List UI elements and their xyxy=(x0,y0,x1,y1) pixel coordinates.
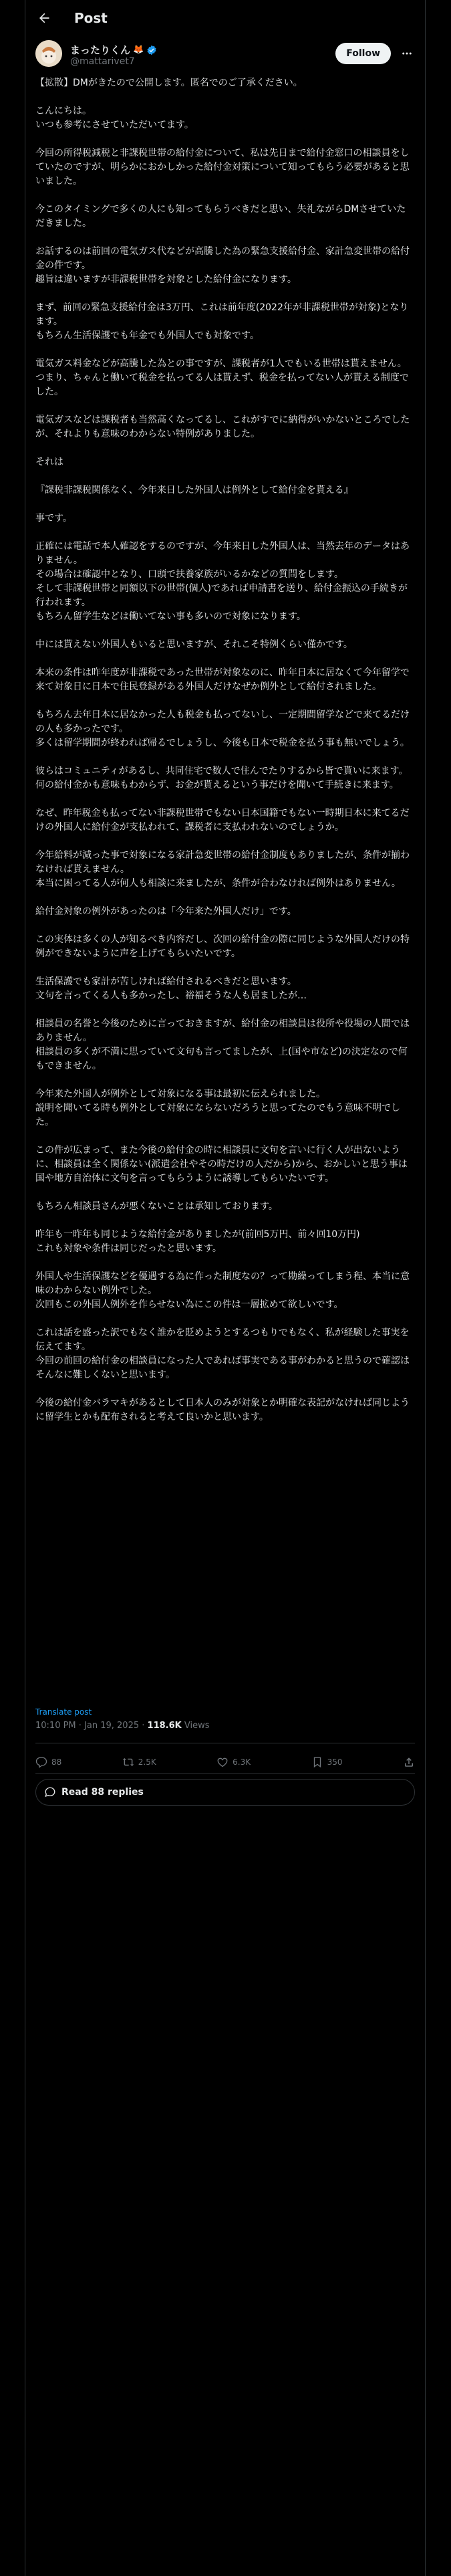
post-paragraph: 事です。 xyxy=(35,513,72,524)
post-paragraph: 生活保護でも家計が苦しければ給付されるべきだと思います。 文句を言ってくる人も多かったし、裕福そうな人も居ましたが… xyxy=(35,976,307,1001)
like-button[interactable] xyxy=(216,1756,251,1768)
post-paragraph: もちろん相談員さんが悪くないことは承知しております。 xyxy=(35,1201,278,1212)
post-paragraph: それは xyxy=(35,457,63,467)
post-date[interactable]: Jan 19, 2025 xyxy=(84,1721,140,1731)
read-replies-label: Read 88 replies xyxy=(61,1787,144,1798)
author-name[interactable]: まったりくん xyxy=(70,44,131,56)
chat-bubble-icon xyxy=(44,1786,56,1798)
bookmark-icon xyxy=(311,1756,323,1768)
post-paragraph: 電気ガスなどは課税者も当然高くなってるし、これがすでに納得がいかないところでしたが、それよりも意味のわからない特例がありました。 xyxy=(35,415,410,439)
post-paragraph: この件が広まって、また今後の給付金の時に相談員に文句を言いに行く人が出ないように、相談員は全く関係ない(派遣会社やその時だけの人だから)から、おかしいと思う事は国や地方自治体に文句を言ってもらうように誘導してもらいたいです。 xyxy=(35,1145,408,1184)
post-actions xyxy=(35,1754,415,1770)
repost-count: 2.5K xyxy=(138,1757,156,1767)
avatar[interactable] xyxy=(35,40,62,67)
post-paragraph: 昨年も一昨年も同じような給付金がありましたが(前回5万円、前々回10万円) これも対象や条件は同じだったと思います。 xyxy=(35,1229,360,1254)
post-paragraph: 【拡散】DMがきたので公開します。匿名でのご了承ください。 xyxy=(35,78,303,88)
heart-icon xyxy=(216,1756,229,1768)
reply-icon xyxy=(35,1756,47,1768)
post-author xyxy=(35,40,415,71)
page-title: Post xyxy=(74,9,108,26)
author-emoji: 🦊 xyxy=(133,45,144,55)
post-paragraph: 給付金対象の例外があったのは「今年来た外国人だけ」です。 xyxy=(35,906,297,917)
share-button[interactable] xyxy=(403,1756,415,1768)
post-paragraph: なぜ、昨年税金も払ってない非課税世帯でもない日本国籍でもない一時期日本に来てるだけの外国人に給付金が支払われて、課税者に支払われないのでしょうか。 xyxy=(35,808,410,833)
post-paragraph: もちろん去年日本に居なかった人も税金も払ってないし、一定期間留学などで来てるだけの人も多かったです。 多くは留学期間が終われば帰るでしょうし、今後も日本で税金を払う事も無いでしょう。 xyxy=(35,710,410,748)
reply-count: 88 xyxy=(51,1757,62,1767)
post-paragraph: 彼らはコミュニティがあるし、共同住宅で数人で住んでたりするから皆で貰いに来ます。 何の給付金かも意味もわからず、お金が貰えるという事だけを聞いて手続きに来ます。 xyxy=(35,766,408,790)
views-count: 118.6K xyxy=(147,1721,182,1731)
repost-button[interactable] xyxy=(122,1756,156,1768)
post-paragraph: 『課税非課税関係なく、今年来日した外国人は例外として給付金を貰える』 xyxy=(35,485,353,496)
post-paragraph: 本来の条件は昨年度が非課税であった世帯が対象なのに、昨年日本に居なくて今年留学で来て対象日に日本で住民登録がある外国人だけなぜか例外として給付されました。 xyxy=(35,667,410,692)
post-paragraph: まず、前回の緊急支援給付金は3万円、これは前年度(2022年が非課税世帯が対象)となります。 もちろん生活保護でも年金でも外国人でも対象です。 xyxy=(35,302,409,341)
bookmark-count: 350 xyxy=(327,1757,343,1767)
post-paragraph: 中には貰えない外国人もいると思いますが、それこそ特例くらい僅かです。 xyxy=(35,639,353,650)
post-header xyxy=(25,0,426,35)
like-count: 6.3K xyxy=(233,1757,251,1767)
post-paragraph: 今年給料が減った事で対象になる家計急変世帯の給付金制度もありましたが、条件が揃わなければ貰えません。 本当に困ってる人が何人も相談に来ましたが、条件が合わなければ例外はありません。 xyxy=(35,850,410,889)
more-options-button[interactable] xyxy=(399,45,415,62)
post-paragraph: こんにちは。 いつも参考にさせていただいてます。 xyxy=(35,106,194,130)
verified-badge-icon xyxy=(146,45,157,56)
post-paragraph: 正確には電話で本人確認をするのですが、今年来日した外国人は、当然去年のデータはありません。 その場合は確認中となり、口頭で扶養家族がいるかなどの質問をします。 そして非課税世帯と同額以下の世帯(個人)であれば申請書を送り、給付金振込の手続きが行われます。 もちろん留学生などは働いてない事も多いので対象になります。 xyxy=(35,541,410,622)
views-label: Views xyxy=(184,1721,210,1731)
post-meta: 10:10 PM · Jan 19, 2025 · 118.6K Views xyxy=(35,1721,210,1731)
bookmark-button[interactable] xyxy=(311,1756,343,1768)
post-paragraph: お話するのは前回の電気ガス代などが高騰した為の緊急支援給付金、家計急変世帯の給付金の件です。 趣旨は違いますが非課税世帯を対象とした給付金になります。 xyxy=(35,246,410,285)
translate-post-link[interactable]: Translate post xyxy=(35,1707,92,1717)
author-handle[interactable]: @mattarivet7 xyxy=(70,56,135,67)
post-paragraph: 今後の給付金バラマキがあるとして日本人のみが対象とか明確な表記がなければ同じように留学生とかも配布されると考えて良いかと思います。 xyxy=(35,1398,410,1422)
post-paragraph: これは話を盛った訳でもなく誰かを貶めようとするつもりでもなく、私が経験した事実を伝えてます。 今回の前回の給付金の相談員になった人であれば事実である事がわかると思うので確認はそんなに難しくないと思います。 xyxy=(35,1327,410,1380)
post-paragraph: 今年来た外国人が例外として対象になる事は最初に伝えられました。 説明を聞いてる時も例外として対象にならないだろうと思ってたのでもう意味不明でした。 xyxy=(35,1089,400,1128)
post-text xyxy=(35,76,415,1438)
post-paragraph: 電気ガス料金などが高騰した為との事ですが、課税者が1人でもいる世帯は貰えません。 つまり、ちゃんと働いて税金を払ってる人は貰えず、税金を払ってない人が貰える制度でした。 xyxy=(35,358,409,397)
read-replies-button[interactable] xyxy=(35,1779,415,1806)
repost-icon xyxy=(122,1756,134,1768)
more-dots-icon xyxy=(401,47,413,60)
post-paragraph: 相談員の名誉と今後のために言っておきますが、給付金の相談員は役所や役場の人間ではありません。 相談員の多くが不満に思っていて文句も言ってましたが、上(国や市など)の決定なので何もできません。 xyxy=(35,1018,410,1071)
back-arrow-icon xyxy=(37,11,51,25)
post-paragraph: 今このタイミングで多くの人にも知ってもらうべきだと思い、失礼ながらDMさせていただきました。 xyxy=(35,204,406,229)
back-button[interactable] xyxy=(33,7,55,29)
post-time[interactable]: 10:10 PM xyxy=(35,1721,76,1731)
post-paragraph: 今回の所得税減税と非課税世帯の給付金について、私は先日まで給付金窓口の相談員をしていたのですが、明らかにおかしかった給付金対策について知ってもらう必要があると思いました。 xyxy=(35,148,410,187)
follow-button[interactable]: Follow xyxy=(335,43,391,64)
post-paragraph: 外国人や生活保護などを優遇する為に作った制度なの？って勘繰ってしまう程、本当に意味のわからない例外でした。 次回もこの外国人例外を作らせない為にこの件は一層拡めて欲しいです。 xyxy=(35,1271,410,1310)
post-paragraph: この実体は多くの人が知るべき内容だし、次回の給付金の際に同じような外国人だけの特例ができないように声を上げてもらいたいです。 xyxy=(35,934,410,959)
reply-button[interactable] xyxy=(35,1756,61,1768)
share-icon xyxy=(403,1756,415,1768)
